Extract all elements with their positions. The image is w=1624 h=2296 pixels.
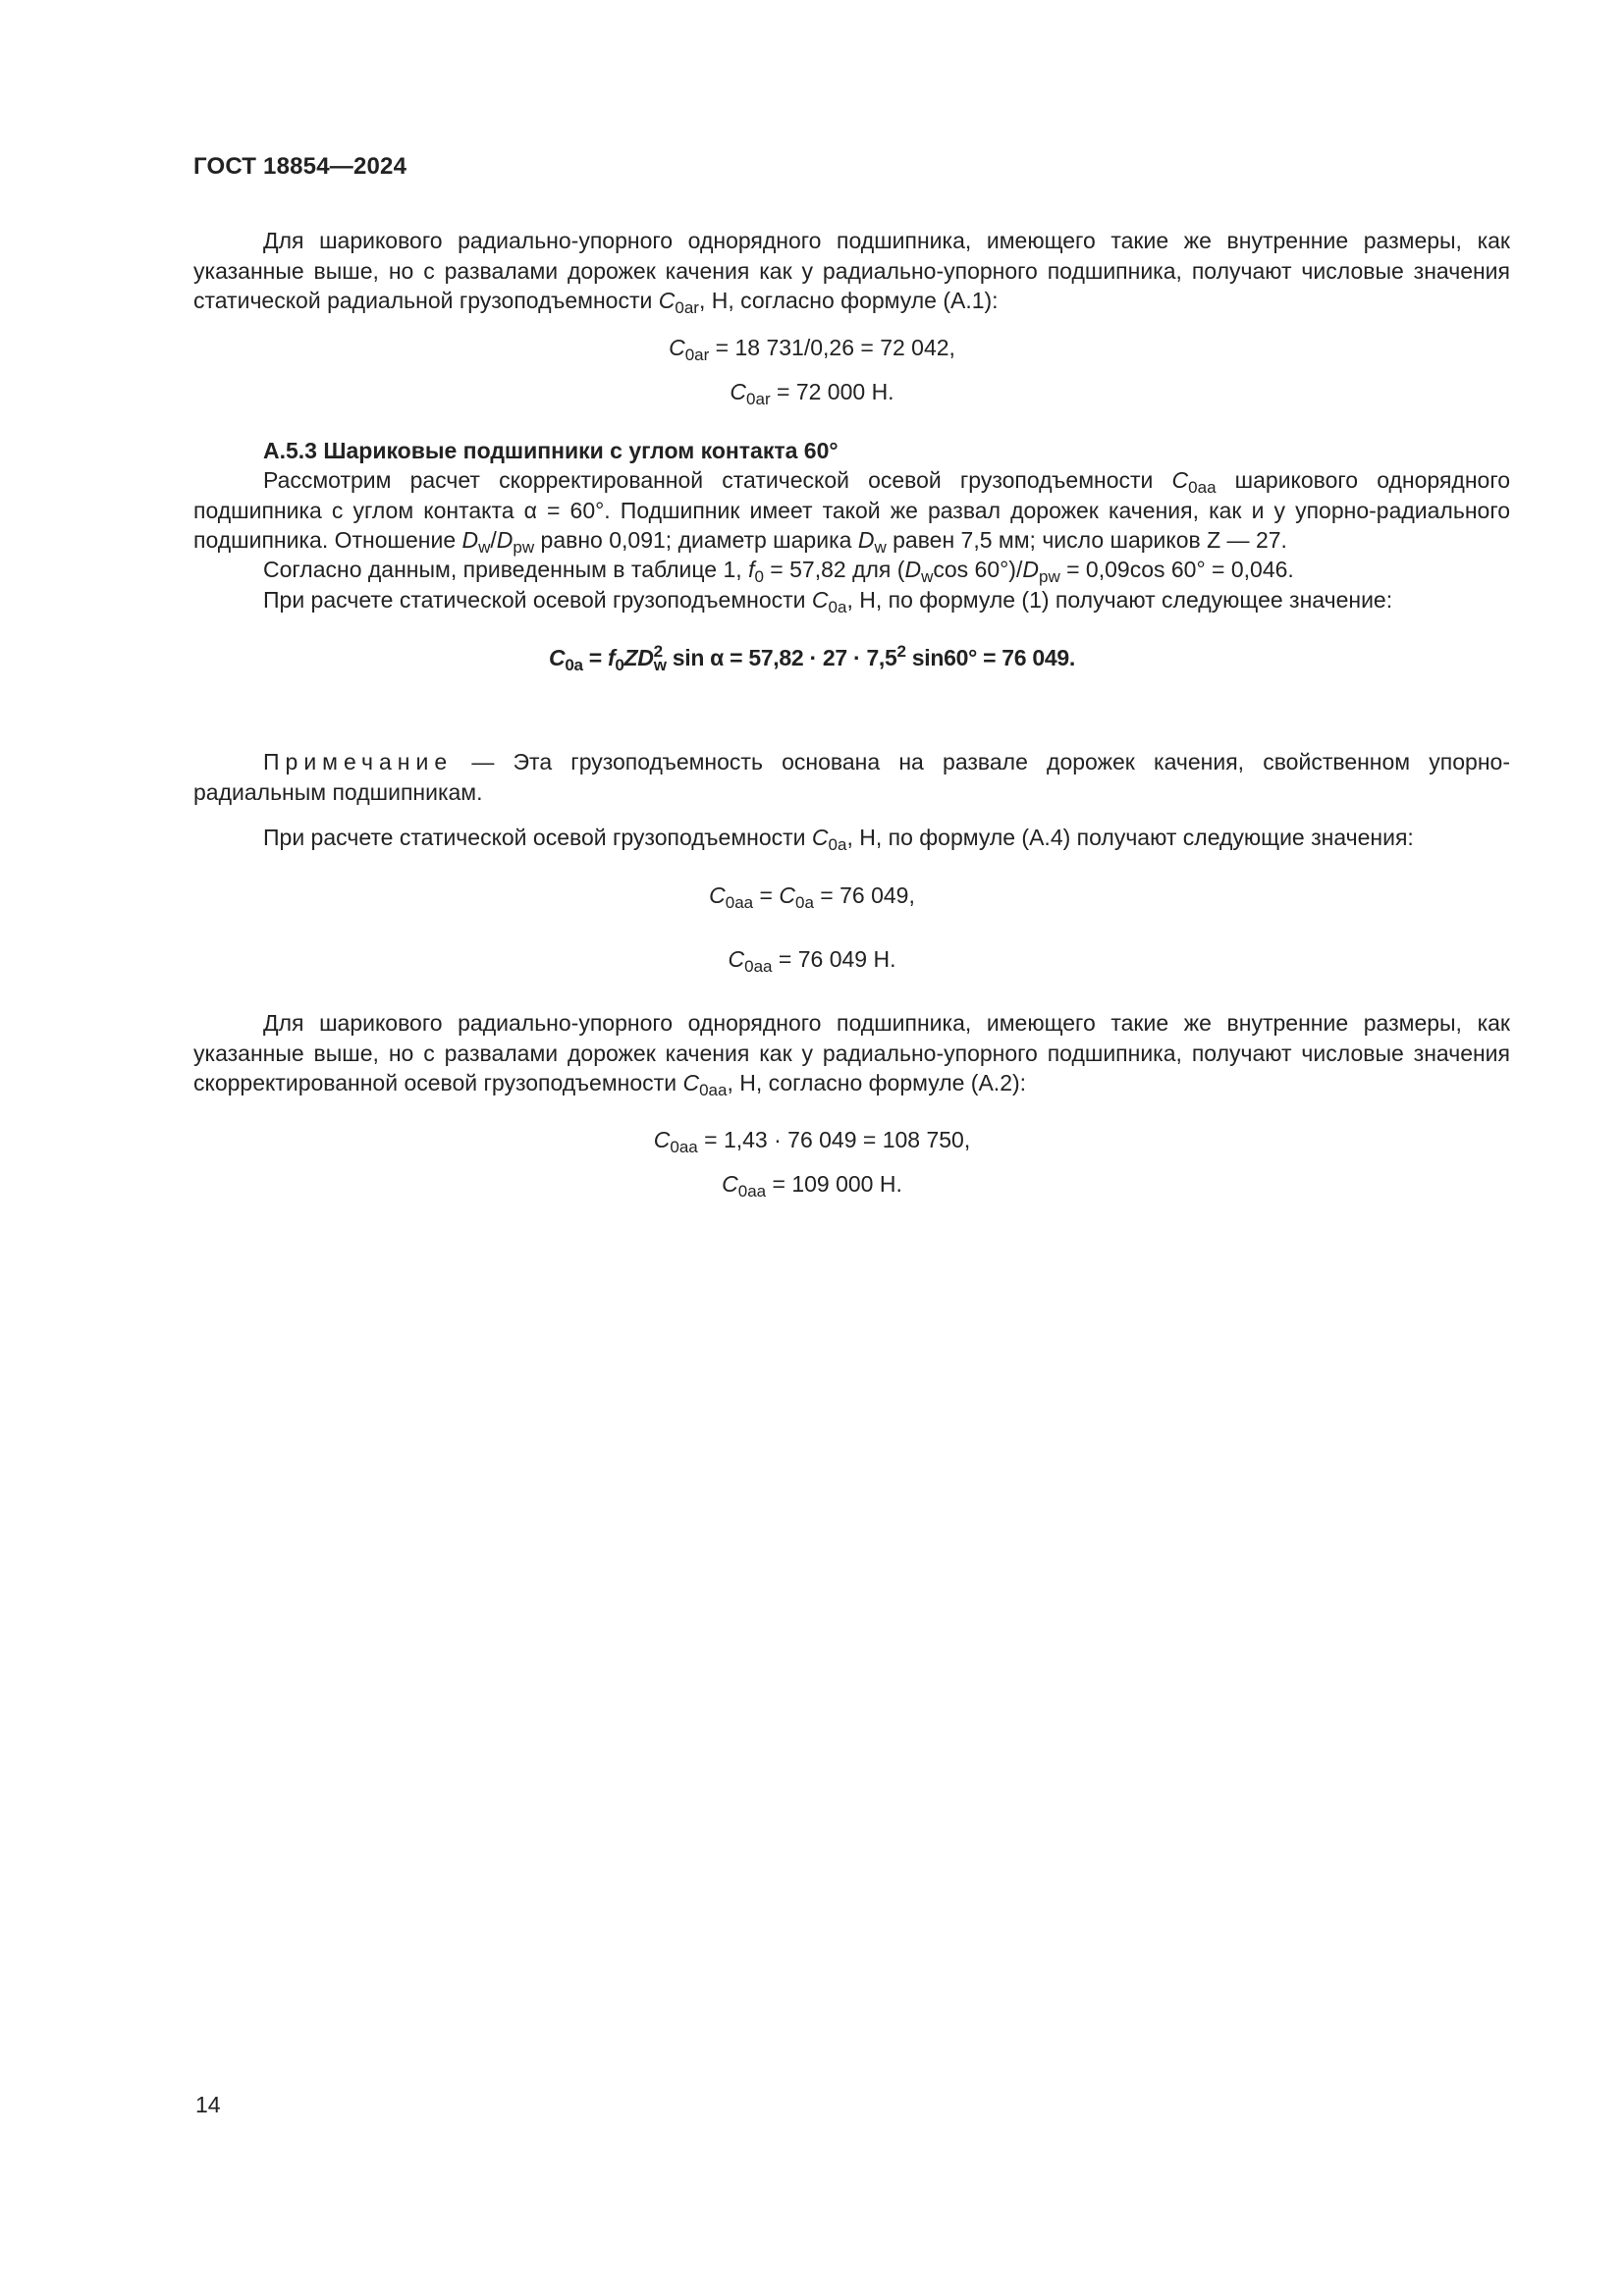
paragraph-radial-capacity: Для шарикового радиально-упорного однорядного подшипника, имеющего такие же внутренние размеры, как указанные выше, но с развалами дорожек качения как у радиально-упорного подшипника, получают числовые значения статической радиальной грузоподъемности $C_{0ar}$, Н, согласно формуле (А.1):	[193, 228, 1510, 317]
paragraph-section-intro: Рассмотрим расчет скорректированной статической осевой грузоподъемности $C_{0aa}$ шарикового однорядного подшипника с углом контакта α = 60°. Подшипник имеет такой же развал дорожек качения, как и у упорно-радиального подшипника. Отношение $D_w/D_{pw}$ равно 0,091; диаметр шарика $D_w$ равен 7,5 мм; число шариков Z — 27.	[193, 467, 1511, 557]
formula-c0aa-result: $C_{0aa} = 76$ 049 Н.	[728, 946, 896, 976]
paragraph-table-reference: Согласно данным, приведенным в таблице 1, $f_0 = 57,82$ для ($D_w\cos$ $60^\circ)/D_{pw} = 0,09\cos$ 60° = 0,046.	[263, 557, 1294, 586]
paragraph-corrected-capacity: Для шарикового радиально-упорного однорядного подшипника, имеющего такие же внутренние размеры, как указанные выше, но с развалами дорожек качения как у радиально-упорного подшипника, получают числовые значения скорректированной осевой грузоподъемности $C_{0aa}$, Н, согласно формуле (А.2):	[193, 1010, 1510, 1099]
formula-c0ar-calc: $C_{0ar} = 18$ 731/0,26 = 72 042,	[669, 335, 955, 364]
section-heading: А.5.3 Шариковые подшипники с углом контакта 60°	[263, 438, 839, 463]
standard-header: ГОСТ 18854—2024	[193, 153, 407, 180]
paragraph-a4-intro: При расчете статической осевой грузоподъемности $C_{0a}$, Н, по формуле (А.4) получают следующие значения:	[263, 825, 1414, 854]
page-number: 14	[195, 2092, 221, 2117]
note-paragraph: Примечание — Эта грузоподъемность основана на развале дорожек качения, свойственном упорно-радиальным подшипникам.	[193, 749, 1510, 805]
formula-c0aa-equal: $C_{0aa} = C_{0a} = 76$ 049,	[709, 882, 915, 912]
formula-c0aa-final: $C_{0aa} = 109$ 000 Н.	[722, 1171, 902, 1201]
paragraph-formula-intro: При расчете статической осевой грузоподъемности $C_{0a}$, Н, по формуле (1) получают следующее значение:	[263, 587, 1393, 616]
formula-c0ar-result: $C_{0ar} = 72$ 000 Н.	[730, 379, 894, 408]
formula-c0aa-calc: $C_{0aa} = 1,43 \cdot 76$ 049 = 108 750,	[653, 1127, 971, 1156]
formula-c0a-calc: $C_{0a} = f_0ZD^2_w$ $\sin \alpha = 57,82 \cdot 27 \cdot 7,5^2$ sin60° = 76 049.	[549, 642, 1075, 674]
